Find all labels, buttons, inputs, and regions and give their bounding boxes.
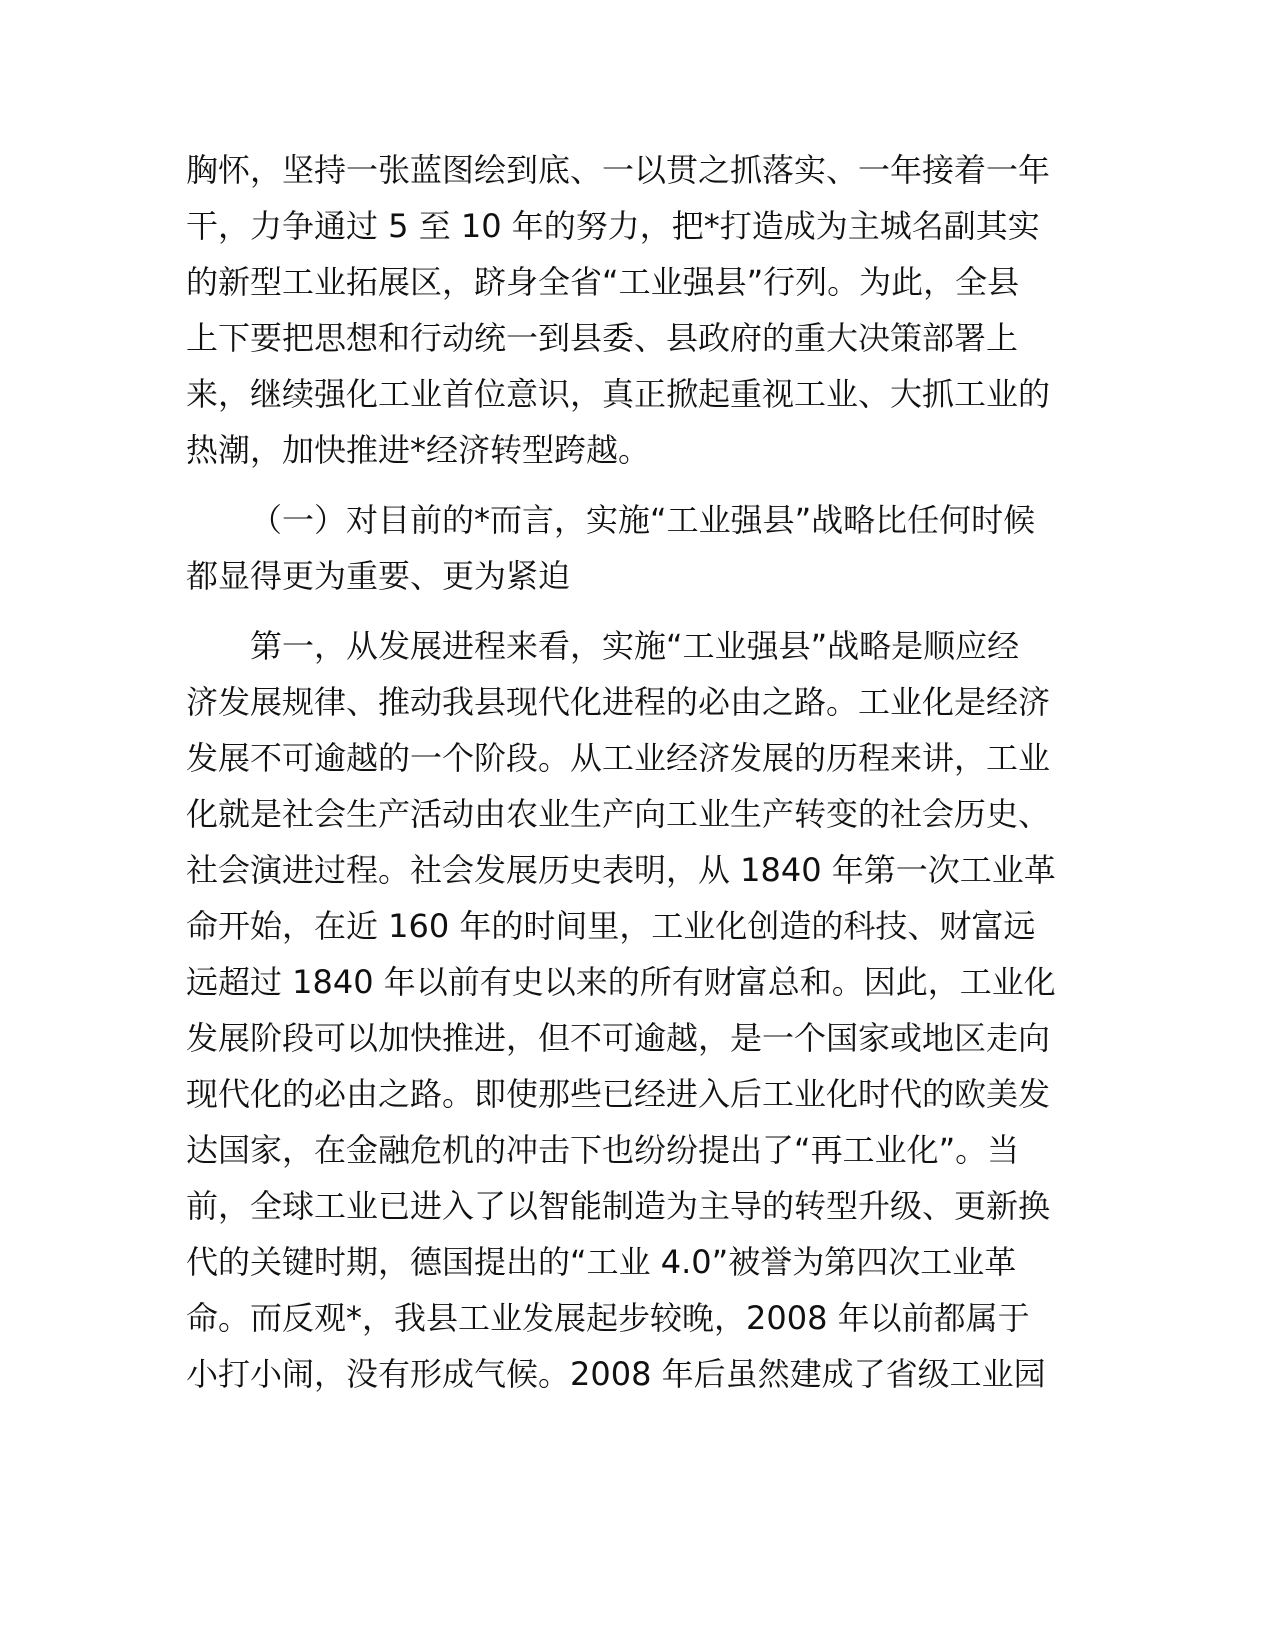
- text-line: 化就是社会生产活动由农业生产向工业生产转变的社会历史、: [186, 795, 1051, 833]
- text-line: 达国家，在金融危机的冲击下也纷纷提出了“再工业化”。当: [186, 1131, 1020, 1169]
- section-heading-line: （一）对目前的*而言，实施“工业强县”战略比任何时候: [250, 501, 1036, 539]
- text-line: 发展阶段可以加快推进，但不可逾越，是一个国家或地区走向: [186, 1019, 1051, 1057]
- text-line: 干，力争通过 5 至 10 年的努力，把*打造成为主城名副其实: [186, 207, 1040, 245]
- text-line: 小打小闹，没有形成气候。2008 年后虽然建成了省级工业园: [186, 1355, 1046, 1393]
- text-line: 的新型工业拓展区，跻身全省“工业强县”行列。为此，全县: [186, 263, 1020, 301]
- text-line: 发展不可逾越的一个阶段。从工业经济发展的历程来讲，工业: [186, 739, 1051, 777]
- text-line: 命。而反观*，我县工业发展起步较晚，2008 年以前都属于: [186, 1299, 1030, 1337]
- text-line: 前，全球工业已进入了以智能制造为主导的转型升级、更新换: [186, 1187, 1051, 1225]
- text-line: 命开始，在近 160 年的时间里，工业化创造的科技、财富远: [186, 907, 1036, 945]
- text-line: 社会演进过程。社会发展历史表明，从 1840 年第一次工业革: [186, 851, 1056, 889]
- text-line: 第一，从发展进程来看，实施“工业强县”战略是顺应经: [250, 627, 1020, 665]
- text-line: 上下要把思想和行动统一到县委、县政府的重大决策部署上: [186, 319, 1019, 357]
- section-heading-line: 都显得更为重要、更为紧迫: [186, 557, 571, 595]
- text-line: 现代化的必由之路。即使那些已经进入后工业化时代的欧美发: [186, 1075, 1051, 1113]
- text-line: 济发展规律、推动我县现代化进程的必由之路。工业化是经济: [186, 683, 1051, 721]
- text-line: 来，继续强化工业首位意识，真正掀起重视工业、大抓工业的: [186, 375, 1051, 413]
- text-line: 远超过 1840 年以前有史以来的所有财富总和。因此，工业化: [186, 963, 1056, 1001]
- text-line: 热潮，加快推进*经济转型跨越。: [186, 431, 651, 469]
- text-line: 胸怀，坚持一张蓝图绘到底、一以贯之抓落实、一年接着一年: [186, 151, 1051, 189]
- text-line: 代的关键时期，德国提出的“工业 4.0”被誉为第四次工业革: [186, 1243, 1017, 1281]
